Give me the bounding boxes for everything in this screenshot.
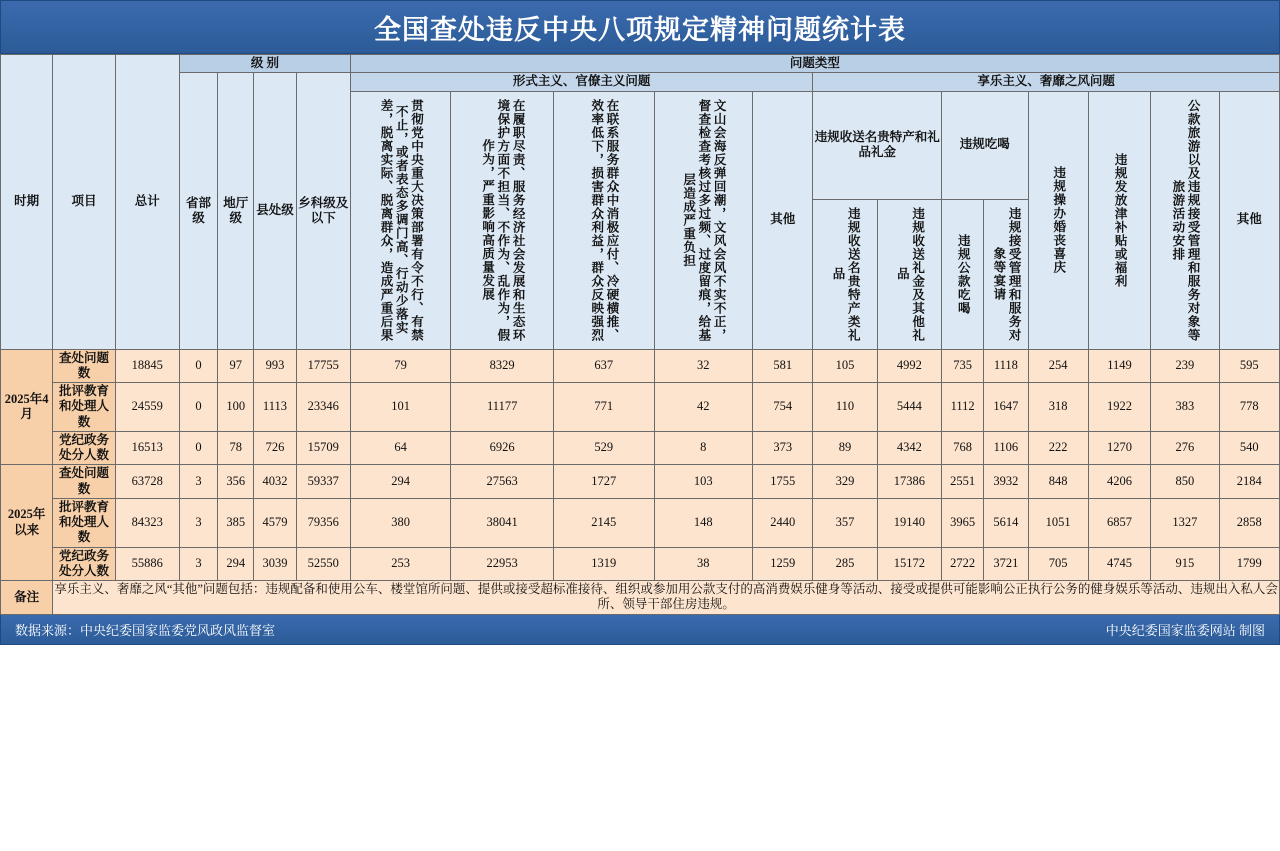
cell-gift-1: 19140 [877, 498, 941, 547]
table-row [1, 349, 1280, 383]
cell-formalism-0: 101 [350, 383, 451, 432]
cell-level-3: 15709 [296, 431, 350, 465]
cell-eat-0: 3965 [942, 498, 984, 547]
table-row [1, 431, 1280, 465]
cell-formalism-1: 11177 [451, 383, 554, 432]
table-row [1, 383, 1280, 432]
cell-level-1: 97 [218, 349, 254, 383]
cell-level-3: 79356 [296, 498, 350, 547]
cell-level-2: 1113 [254, 383, 296, 432]
table-row [1, 498, 1280, 547]
header-row-2 [1, 73, 1280, 91]
cell-eat-0: 735 [942, 349, 984, 383]
cell-formalism-1: 27563 [451, 465, 554, 499]
cell-formalism-3: 103 [654, 465, 753, 499]
cell-formalism-1: 8329 [451, 349, 554, 383]
cell-other: 540 [1219, 431, 1279, 465]
period-label-1: 2025年以来 [1, 465, 53, 581]
cell-formalism-2: 637 [553, 349, 654, 383]
cell-gift-1: 5444 [877, 383, 941, 432]
item-label: 党纪政务处分人数 [53, 431, 115, 465]
cell-formalism-0: 380 [350, 498, 451, 547]
cell-gift-0: 329 [813, 465, 877, 499]
cell-subsidy: 1149 [1088, 349, 1150, 383]
header-formalism-col-other: 其他 [753, 91, 813, 349]
header-hedonism-eat: 违规吃喝 [942, 91, 1028, 199]
cell-level-3: 52550 [296, 547, 350, 581]
cell-subsidy: 6857 [1088, 498, 1150, 547]
header-gift-sub-1: 违规收送名贵特产类礼品 [813, 199, 877, 349]
header-row-1 [1, 55, 1280, 73]
cell-gift-1: 15172 [877, 547, 941, 581]
cell-eat-0: 2722 [942, 547, 984, 581]
cell-other: 778 [1219, 383, 1279, 432]
cell-formalism-other: 1259 [753, 547, 813, 581]
cell-level-3: 17755 [296, 349, 350, 383]
cell-formalism-1: 6926 [451, 431, 554, 465]
header-eat-sub-1: 违规公款吃喝 [942, 199, 984, 349]
cell-formalism-3: 42 [654, 383, 753, 432]
cell-formalism-2: 771 [553, 383, 654, 432]
cell-other: 2184 [1219, 465, 1279, 499]
cell-formalism-2: 1727 [553, 465, 654, 499]
header-hedonism-wedding: 违规操办婚丧喜庆 [1028, 91, 1088, 349]
cell-level-0: 3 [179, 465, 217, 499]
cell-total: 24559 [115, 383, 179, 432]
item-label: 查处问题数 [53, 465, 115, 499]
header-formalism-group: 形式主义、官僚主义问题 [350, 73, 813, 91]
cell-level-2: 3039 [254, 547, 296, 581]
cell-gift-0: 105 [813, 349, 877, 383]
cell-travel: 850 [1151, 465, 1219, 499]
cell-total: 55886 [115, 547, 179, 581]
footer-credit: 中央纪委国家监委网站 制图 [1105, 622, 1265, 638]
cell-eat-1: 3721 [984, 547, 1028, 581]
header-hedonism-other: 其他 [1219, 91, 1279, 349]
cell-level-1: 385 [218, 498, 254, 547]
cell-travel: 915 [1151, 547, 1219, 581]
cell-level-0: 0 [179, 383, 217, 432]
header-total: 总计 [115, 55, 179, 350]
cell-total: 18845 [115, 349, 179, 383]
cell-formalism-3: 8 [654, 431, 753, 465]
cell-travel: 1327 [1151, 498, 1219, 547]
cell-wedding: 222 [1028, 431, 1088, 465]
cell-eat-1: 1118 [984, 349, 1028, 383]
cell-wedding: 318 [1028, 383, 1088, 432]
cell-formalism-3: 148 [654, 498, 753, 547]
cell-level-0: 3 [179, 498, 217, 547]
cell-formalism-0: 79 [350, 349, 451, 383]
cell-travel: 239 [1151, 349, 1219, 383]
item-label: 党纪政务处分人数 [53, 547, 115, 581]
header-level-sheng: 省部级 [179, 73, 217, 349]
cell-formalism-0: 294 [350, 465, 451, 499]
cell-level-0: 3 [179, 547, 217, 581]
note-row [1, 581, 1280, 615]
table-row [1, 547, 1280, 581]
footer-source: 数据来源：中央纪委国家监委党风政风监督室 [15, 622, 276, 638]
cell-formalism-2: 529 [553, 431, 654, 465]
cell-gift-0: 89 [813, 431, 877, 465]
cell-formalism-other: 581 [753, 349, 813, 383]
cell-total: 63728 [115, 465, 179, 499]
cell-formalism-1: 22953 [451, 547, 554, 581]
cell-level-3: 59337 [296, 465, 350, 499]
cell-level-3: 23346 [296, 383, 350, 432]
cell-level-2: 4032 [254, 465, 296, 499]
cell-eat-0: 768 [942, 431, 984, 465]
cell-wedding: 705 [1028, 547, 1088, 581]
header-formalism-col-3: 在联系服务群众中消极应付、冷硬横推、效率低下，损害群众利益，群众反映强烈 [553, 91, 654, 349]
cell-subsidy: 4206 [1088, 465, 1150, 499]
table-row [1, 465, 1280, 499]
cell-subsidy: 1270 [1088, 431, 1150, 465]
header-item: 项目 [53, 55, 115, 350]
cell-gift-0: 285 [813, 547, 877, 581]
cell-formalism-1: 38041 [451, 498, 554, 547]
cell-formalism-2: 1319 [553, 547, 654, 581]
cell-total: 84323 [115, 498, 179, 547]
cell-gift-0: 357 [813, 498, 877, 547]
footer-bar [0, 615, 1280, 645]
cell-eat-0: 2551 [942, 465, 984, 499]
cell-other: 595 [1219, 349, 1279, 383]
item-label: 批评教育和处理人数 [53, 498, 115, 547]
cell-gift-1: 4342 [877, 431, 941, 465]
cell-formalism-other: 754 [753, 383, 813, 432]
cell-formalism-3: 32 [654, 349, 753, 383]
header-formalism-col-2: 在履职尽责、服务经济社会发展和生态环境保护方面不担当、不作为、乱作为，假作为，严重影响高质量发展 [451, 91, 554, 349]
cell-gift-1: 4992 [877, 349, 941, 383]
header-formalism-col-4: 文山会海反弹回潮，文风会风不实不正，督查检查考核过多过频、过度留痕，给基层造成严重负担 [654, 91, 753, 349]
header-gift-sub-2: 违规收送礼金及其他礼品 [877, 199, 941, 349]
cell-wedding: 254 [1028, 349, 1088, 383]
header-formalism-col-1: 贯彻党中央重大决策部署有令不行、有禁不止，或者表态多调门高、行动少落实差，脱离实际、脱离群众，造成严重后果 [350, 91, 451, 349]
cell-level-2: 726 [254, 431, 296, 465]
header-level-xianchu: 县处级 [254, 73, 296, 349]
cell-other: 1799 [1219, 547, 1279, 581]
header-hedonism-travel: 公款旅游以及违规接受管理和服务对象等旅游活动安排 [1151, 91, 1219, 349]
page-title: 全国查处违反中央八项规定精神问题统计表 [0, 0, 1280, 54]
header-hedonism-subsidy: 违规发放津补贴或福利 [1088, 91, 1150, 349]
cell-wedding: 1051 [1028, 498, 1088, 547]
cell-level-1: 356 [218, 465, 254, 499]
header-level-diting: 地厅级 [218, 73, 254, 349]
cell-eat-1: 5614 [984, 498, 1028, 547]
cell-subsidy: 4745 [1088, 547, 1150, 581]
statistics-table [0, 54, 1280, 615]
cell-level-2: 4579 [254, 498, 296, 547]
header-level-group: 级 别 [179, 55, 350, 73]
header-eat-sub-2: 违规接受管理和服务对象等宴请 [984, 199, 1028, 349]
cell-total: 16513 [115, 431, 179, 465]
item-label: 批评教育和处理人数 [53, 383, 115, 432]
cell-travel: 276 [1151, 431, 1219, 465]
header-hedonism-group: 享乐主义、奢靡之风问题 [813, 73, 1280, 91]
cell-formalism-other: 2440 [753, 498, 813, 547]
cell-formalism-3: 38 [654, 547, 753, 581]
note-label: 备注 [1, 581, 53, 615]
header-level-xiangke: 乡科级及以下 [296, 73, 350, 349]
note-text: 享乐主义、奢靡之风“其他”问题包括：违规配备和使用公车、楼堂馆所问题、提供或接受超标准接待、组织或参加用公款支付的高消费娱乐健身等活动、接受或提供可能影响公正执行公务的健身娱乐等活动、违规出入私人会所、领导干部住房违规。 [53, 581, 1280, 615]
cell-travel: 383 [1151, 383, 1219, 432]
cell-level-0: 0 [179, 431, 217, 465]
header-period: 时期 [1, 55, 53, 350]
cell-subsidy: 1922 [1088, 383, 1150, 432]
cell-level-0: 0 [179, 349, 217, 383]
cell-other: 2858 [1219, 498, 1279, 547]
cell-eat-0: 1112 [942, 383, 984, 432]
cell-formalism-0: 253 [350, 547, 451, 581]
period-label-0: 2025年4月 [1, 349, 53, 465]
cell-formalism-other: 1755 [753, 465, 813, 499]
cell-level-2: 993 [254, 349, 296, 383]
cell-eat-1: 1106 [984, 431, 1028, 465]
cell-eat-1: 1647 [984, 383, 1028, 432]
item-label: 查处问题数 [53, 349, 115, 383]
cell-level-1: 78 [218, 431, 254, 465]
cell-formalism-other: 373 [753, 431, 813, 465]
cell-level-1: 294 [218, 547, 254, 581]
cell-formalism-0: 64 [350, 431, 451, 465]
cell-level-1: 100 [218, 383, 254, 432]
cell-formalism-2: 2145 [553, 498, 654, 547]
cell-eat-1: 3932 [984, 465, 1028, 499]
header-problem-type-group: 问题类型 [350, 55, 1279, 73]
cell-wedding: 848 [1028, 465, 1088, 499]
cell-gift-0: 110 [813, 383, 877, 432]
header-hedonism-gift: 违规收送名贵特产和礼品礼金 [813, 91, 942, 199]
cell-gift-1: 17386 [877, 465, 941, 499]
